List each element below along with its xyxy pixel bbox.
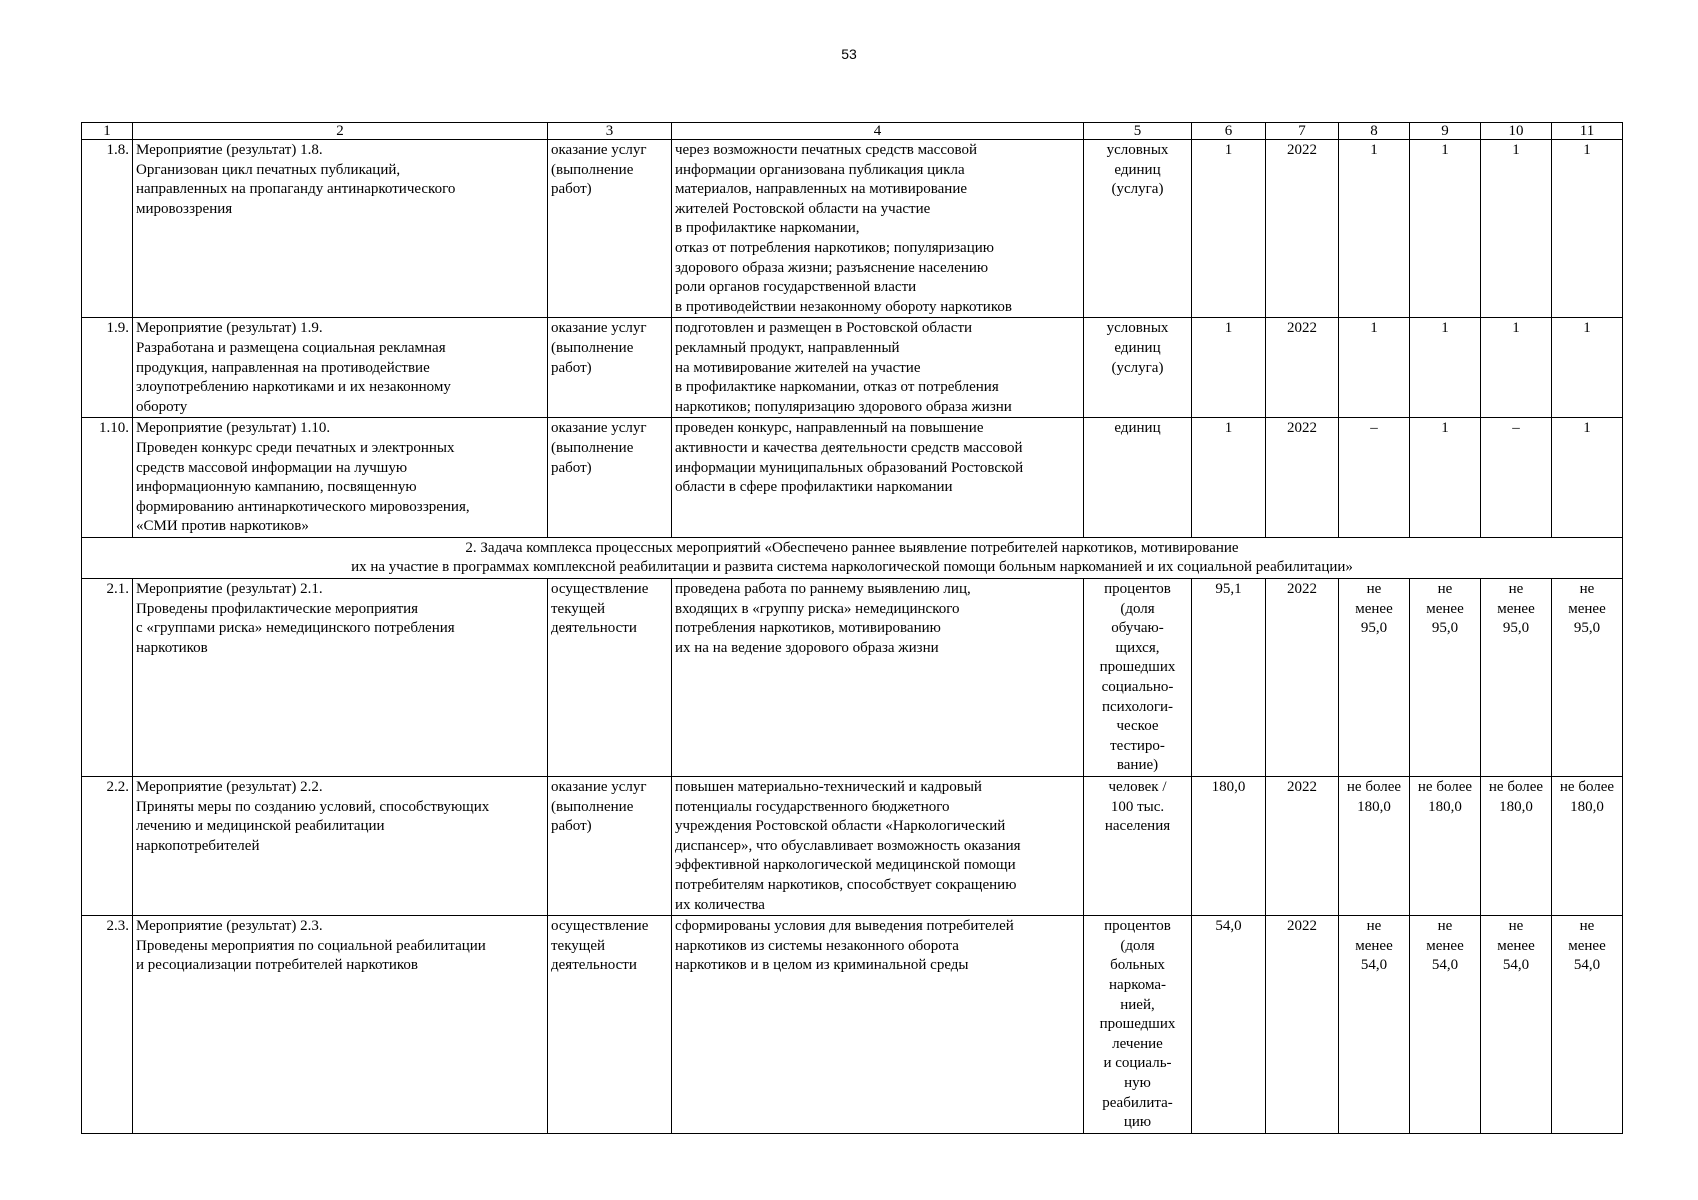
text-line: формированию антинаркотического мировоззрения, [136,498,470,515]
measure-title: Мероприятие (результат) 2.1. [136,581,323,598]
target-value [1552,418,1623,538]
text-line: обучаю- [1111,620,1164,637]
measure-result [672,418,1084,538]
text-line: процентов [1104,581,1171,598]
unit-of-measure [1084,418,1192,538]
text-line: и ресоциализации потребителей наркотиков [136,957,418,974]
text-line: менее [1568,937,1606,954]
measure-title: Мероприятие (результат) 1.9. [136,320,323,337]
text-line: рекламный продукт, направленный [675,339,900,356]
target-value [1552,140,1623,318]
base-value: 1 [1192,318,1266,418]
measure-result [672,140,1084,318]
text-line: информации организована публикация цикла [675,161,965,178]
text-line: не [1366,918,1382,935]
text-line: «СМИ против наркотиков» [136,518,309,535]
text-line: наркотиков и в целом из криминальной среды [675,957,969,974]
target-value [1339,916,1410,1134]
text-line: на мотивирование жителей на участие [675,359,921,376]
measure-description [133,916,548,1134]
column-number: 8 [1339,123,1410,140]
text-line: прошедших [1099,1016,1176,1033]
text-line: единиц [1114,420,1161,437]
text-line: оказание услуг [551,779,647,795]
text-line: наркотиков; популяризацию здорового образа жизни [675,398,1012,415]
text-line: оказание услуг [551,320,647,337]
text-line: – [1370,420,1378,437]
text-line: населения [1104,818,1171,835]
text-line: диспансер», что обуславливает возможность оказания [675,837,1021,854]
column-number: 5 [1084,123,1192,140]
text-line: продукция, направленная на противодействие [136,359,430,376]
text-line: не [1437,581,1453,598]
base-value: 54,0 [1192,916,1266,1134]
table-body [82,123,1623,1134]
text-line: деятельности [551,957,637,974]
base-year: 2022 [1266,777,1339,916]
column-number-row [82,123,1623,140]
text-line: 1 [1583,142,1591,158]
text-line: 1 [1512,320,1520,337]
text-line: наркома- [1109,976,1166,993]
unit-of-measure [1084,318,1192,418]
text-line: работ) [551,818,592,835]
unit-of-measure [1084,140,1192,318]
text-line: цию [1123,1114,1152,1131]
measures-table [81,122,1623,1134]
text-line: в противодействии незаконному обороту наркотиков [675,298,1012,315]
text-line: человек / [1108,779,1167,795]
text-line: 1 [1441,420,1449,437]
item-number: 1.9. [82,318,133,418]
item-number: 2.1. [82,579,133,777]
column-number: 10 [1481,123,1552,140]
text-line: (услуга) [1111,181,1164,198]
target-value [1481,318,1552,418]
text-line: менее [1497,600,1535,617]
measure-type [548,579,672,777]
text-line: единиц [1114,339,1161,356]
text-line: оказание услуг [551,142,647,158]
text-line: не [1579,918,1595,935]
text-line: наркотиков из системы незаконного оборота [675,937,959,954]
measure-type [548,140,672,318]
text-line: потенциалы государственного бюджетного [675,798,950,815]
measure-description [133,318,548,418]
measure-type [548,418,672,538]
unit-of-measure [1084,579,1192,777]
text-line: Проведены профилактические мероприятия [136,600,419,617]
measure-title: Мероприятие (результат) 1.8. [136,142,323,158]
text-line: эффективной наркологической медицинской помощи [675,857,1016,874]
target-value [1481,579,1552,777]
target-value [1410,579,1481,777]
text-line: осуществление [551,581,649,598]
measure-type [548,777,672,916]
text-line: потребителям наркотиков, способствует сокращению [675,876,1017,893]
text-line: работ) [551,181,592,198]
text-line: менее [1355,937,1393,954]
text-line: не более [1559,779,1615,795]
column-number: 3 [548,123,672,140]
base-value: 95,1 [1192,579,1266,777]
target-value [1339,318,1410,418]
text-line: 95,0 [1573,620,1601,637]
measure-result [672,916,1084,1134]
text-line: реабилита- [1102,1094,1173,1111]
base-year: 2022 [1266,579,1339,777]
text-line: 1 [1512,142,1520,158]
unit-of-measure [1084,916,1192,1134]
text-line: повышен материально-технический и кадровый [675,779,982,795]
text-line: не [1508,918,1524,935]
text-line: в профилактике наркомании, [675,220,860,237]
table-row [82,579,1623,777]
text-line: активности и качества деятельности средств массовой [675,439,1023,456]
section-title [82,537,1623,578]
text-line: материалов, направленных на мотивирование [675,181,968,198]
text-line: учреждения Ростовской области «Наркологический [675,818,1006,835]
section-header-row [82,537,1623,578]
text-line: подготовлен и размещен в Ростовской области [675,320,973,337]
text-line: наркотиков [136,639,208,656]
text-line: через возможности печатных средств массовой [675,142,977,158]
text-line: условных [1106,320,1169,337]
base-value: 1 [1192,140,1266,318]
text-line: проведена работа по раннему выявлению лиц, [675,581,971,598]
page-number: 53 [841,46,857,62]
text-line: осуществление [551,918,649,935]
text-line: менее [1497,937,1535,954]
target-value [1410,318,1481,418]
item-number: 1.8. [82,140,133,318]
measure-title: Мероприятие (результат) 2.2. [136,779,323,795]
text-line: 95,0 [1431,620,1459,637]
text-line: сформированы условия для выведения потребителей [675,918,1014,935]
text-line: 180,0 [1428,798,1462,815]
column-number: 1 [82,123,133,140]
text-line: ную [1124,1074,1151,1091]
measure-result [672,579,1084,777]
text-line: не [1508,581,1524,598]
text-line: 54,0 [1573,957,1601,974]
target-value [1339,140,1410,318]
measure-result [672,318,1084,418]
text-line: (выполнение [551,798,634,815]
measure-title: Мероприятие (результат) 1.10. [136,420,331,437]
text-line: 95,0 [1360,620,1388,637]
section-title-line: их на участие в программах комплексной реабилитации и развита система наркологической помощи больным наркоманией и их социальной реабилитации» [351,559,1353,576]
text-line: Проведен конкурс среди печатных и электронных [136,439,455,456]
base-year: 2022 [1266,418,1339,538]
text-line: роли органов государственной власти [675,279,917,296]
text-line: деятельности [551,620,637,637]
text-line: обороту [136,398,188,415]
text-line: не более [1417,779,1473,795]
base-value: 1 [1192,418,1266,538]
section-title-line: 2. Задача комплекса процессных мероприятий «Обеспечено раннее выявление потребителей наркотиков, мотивирование [465,539,1239,556]
measure-description [133,777,548,916]
text-line: злоупотреблению наркотиками и их незаконному [136,379,451,396]
text-line: не более [1488,779,1544,795]
table-row [82,140,1623,318]
column-number: 11 [1552,123,1623,140]
base-value: 180,0 [1192,777,1266,916]
text-line: 1 [1370,142,1378,158]
text-line: 180,0 [1570,798,1604,815]
text-line: 1 [1441,320,1449,337]
text-line: работ) [551,459,592,476]
target-value [1481,418,1552,538]
text-line: не [1437,918,1453,935]
text-line: 54,0 [1502,957,1530,974]
text-line: информации муниципальных образований Ростовской [675,459,1024,476]
target-value [1410,916,1481,1134]
text-line: их на на ведение здорового образа жизни [675,639,939,656]
text-line: средств массовой информации на лучшую [136,459,408,476]
text-line: Проведены мероприятия по социальной реабилитации [136,937,486,954]
measure-result [672,777,1084,916]
text-line: – [1512,420,1520,437]
table-row [82,318,1623,418]
text-line: щихся, [1115,639,1160,656]
text-line: условных [1106,142,1169,158]
text-line: менее [1426,600,1464,617]
text-line: (доля [1120,600,1155,617]
target-value [1410,777,1481,916]
text-line: информационную кампанию, посвященную [136,479,417,496]
base-year: 2022 [1266,140,1339,318]
text-line: 54,0 [1431,957,1459,974]
text-line: не [1366,581,1382,598]
target-value [1481,916,1552,1134]
text-line: 95,0 [1502,620,1530,637]
target-value [1339,418,1410,538]
text-line: работ) [551,359,592,376]
text-line: 1 [1583,420,1591,437]
text-line: текущей [551,937,606,954]
base-year: 2022 [1266,318,1339,418]
measure-description [133,140,548,318]
target-value [1410,418,1481,538]
text-line: 1 [1441,142,1449,158]
column-number: 7 [1266,123,1339,140]
text-line: отказ от потребления наркотиков; популяризацию [675,239,994,256]
target-value [1339,777,1410,916]
text-line: направленных на пропаганду антинаркотического [136,181,456,198]
text-line: (доля [1120,937,1155,954]
text-line: в профилактике наркомании, отказ от потребления [675,379,999,396]
column-number: 4 [672,123,1084,140]
text-line: 54,0 [1360,957,1388,974]
text-line: с «группами риска» немедицинского потребления [136,620,455,637]
item-number: 2.3. [82,916,133,1134]
text-line: тестиро- [1110,737,1165,754]
text-line: Приняты меры по созданию условий, способствующих [136,798,490,815]
text-line: мировоззрения [136,200,233,217]
measure-description [133,418,548,538]
table-row [82,418,1623,538]
text-line: вание) [1116,757,1159,774]
text-line: лечению и медицинской реабилитации [136,818,385,835]
text-line: 1 [1583,320,1591,337]
text-line: оказание услуг [551,420,647,437]
target-value [1481,777,1552,916]
text-line: социально- [1101,679,1174,696]
text-line: 1 [1370,320,1378,337]
text-line: проведен конкурс, направленный на повышение [675,420,984,437]
measure-title: Мероприятие (результат) 2.3. [136,918,323,935]
text-line: нией, [1120,996,1155,1013]
text-line: жителей Ростовской области на участие [675,200,931,217]
measure-type [548,318,672,418]
text-line: больных [1110,957,1165,974]
text-line: менее [1355,600,1393,617]
text-line: (выполнение [551,161,634,178]
measure-description [133,579,548,777]
text-line: не [1579,581,1595,598]
column-number: 9 [1410,123,1481,140]
measure-type [548,916,672,1134]
text-line: области в сфере профилактики наркомании [675,479,953,496]
text-line: процентов [1104,918,1171,935]
text-line: 180,0 [1357,798,1391,815]
text-line: не более [1346,779,1402,795]
text-line: (услуга) [1111,359,1164,376]
text-line: Разработана и размещена социальная рекламная [136,339,446,356]
target-value [1552,916,1623,1134]
target-value [1339,579,1410,777]
target-value [1552,318,1623,418]
text-line: прошедших [1099,659,1176,676]
text-line: наркопотребителей [136,837,260,854]
text-line: их количества [675,896,765,913]
text-line: менее [1426,937,1464,954]
target-value [1552,777,1623,916]
text-line: (выполнение [551,439,634,456]
text-line: лечение [1112,1035,1163,1052]
text-line: 180,0 [1499,798,1533,815]
text-line: потребления наркотиков, мотивированию [675,620,941,637]
target-value [1410,140,1481,318]
text-line: текущей [551,600,606,617]
column-number: 6 [1192,123,1266,140]
text-line: (выполнение [551,339,634,356]
item-number: 1.10. [82,418,133,538]
text-line: входящих в «группу риска» немедицинского [675,600,960,617]
text-line: Организован цикл печатных публикаций, [136,161,401,178]
text-line: здорового образа жизни; разъяснение населению [675,259,989,276]
table-row [82,777,1623,916]
text-line: и социаль- [1103,1055,1172,1072]
unit-of-measure [1084,777,1192,916]
text-line: ческое [1116,718,1159,735]
column-number: 2 [133,123,548,140]
text-line: 100 тыс. [1110,798,1165,815]
target-value [1481,140,1552,318]
base-year: 2022 [1266,916,1339,1134]
table-row [82,916,1623,1134]
text-line: менее [1568,600,1606,617]
target-value [1552,579,1623,777]
item-number: 2.2. [82,777,133,916]
text-line: единиц [1114,161,1161,178]
text-line: психологи- [1101,698,1174,715]
